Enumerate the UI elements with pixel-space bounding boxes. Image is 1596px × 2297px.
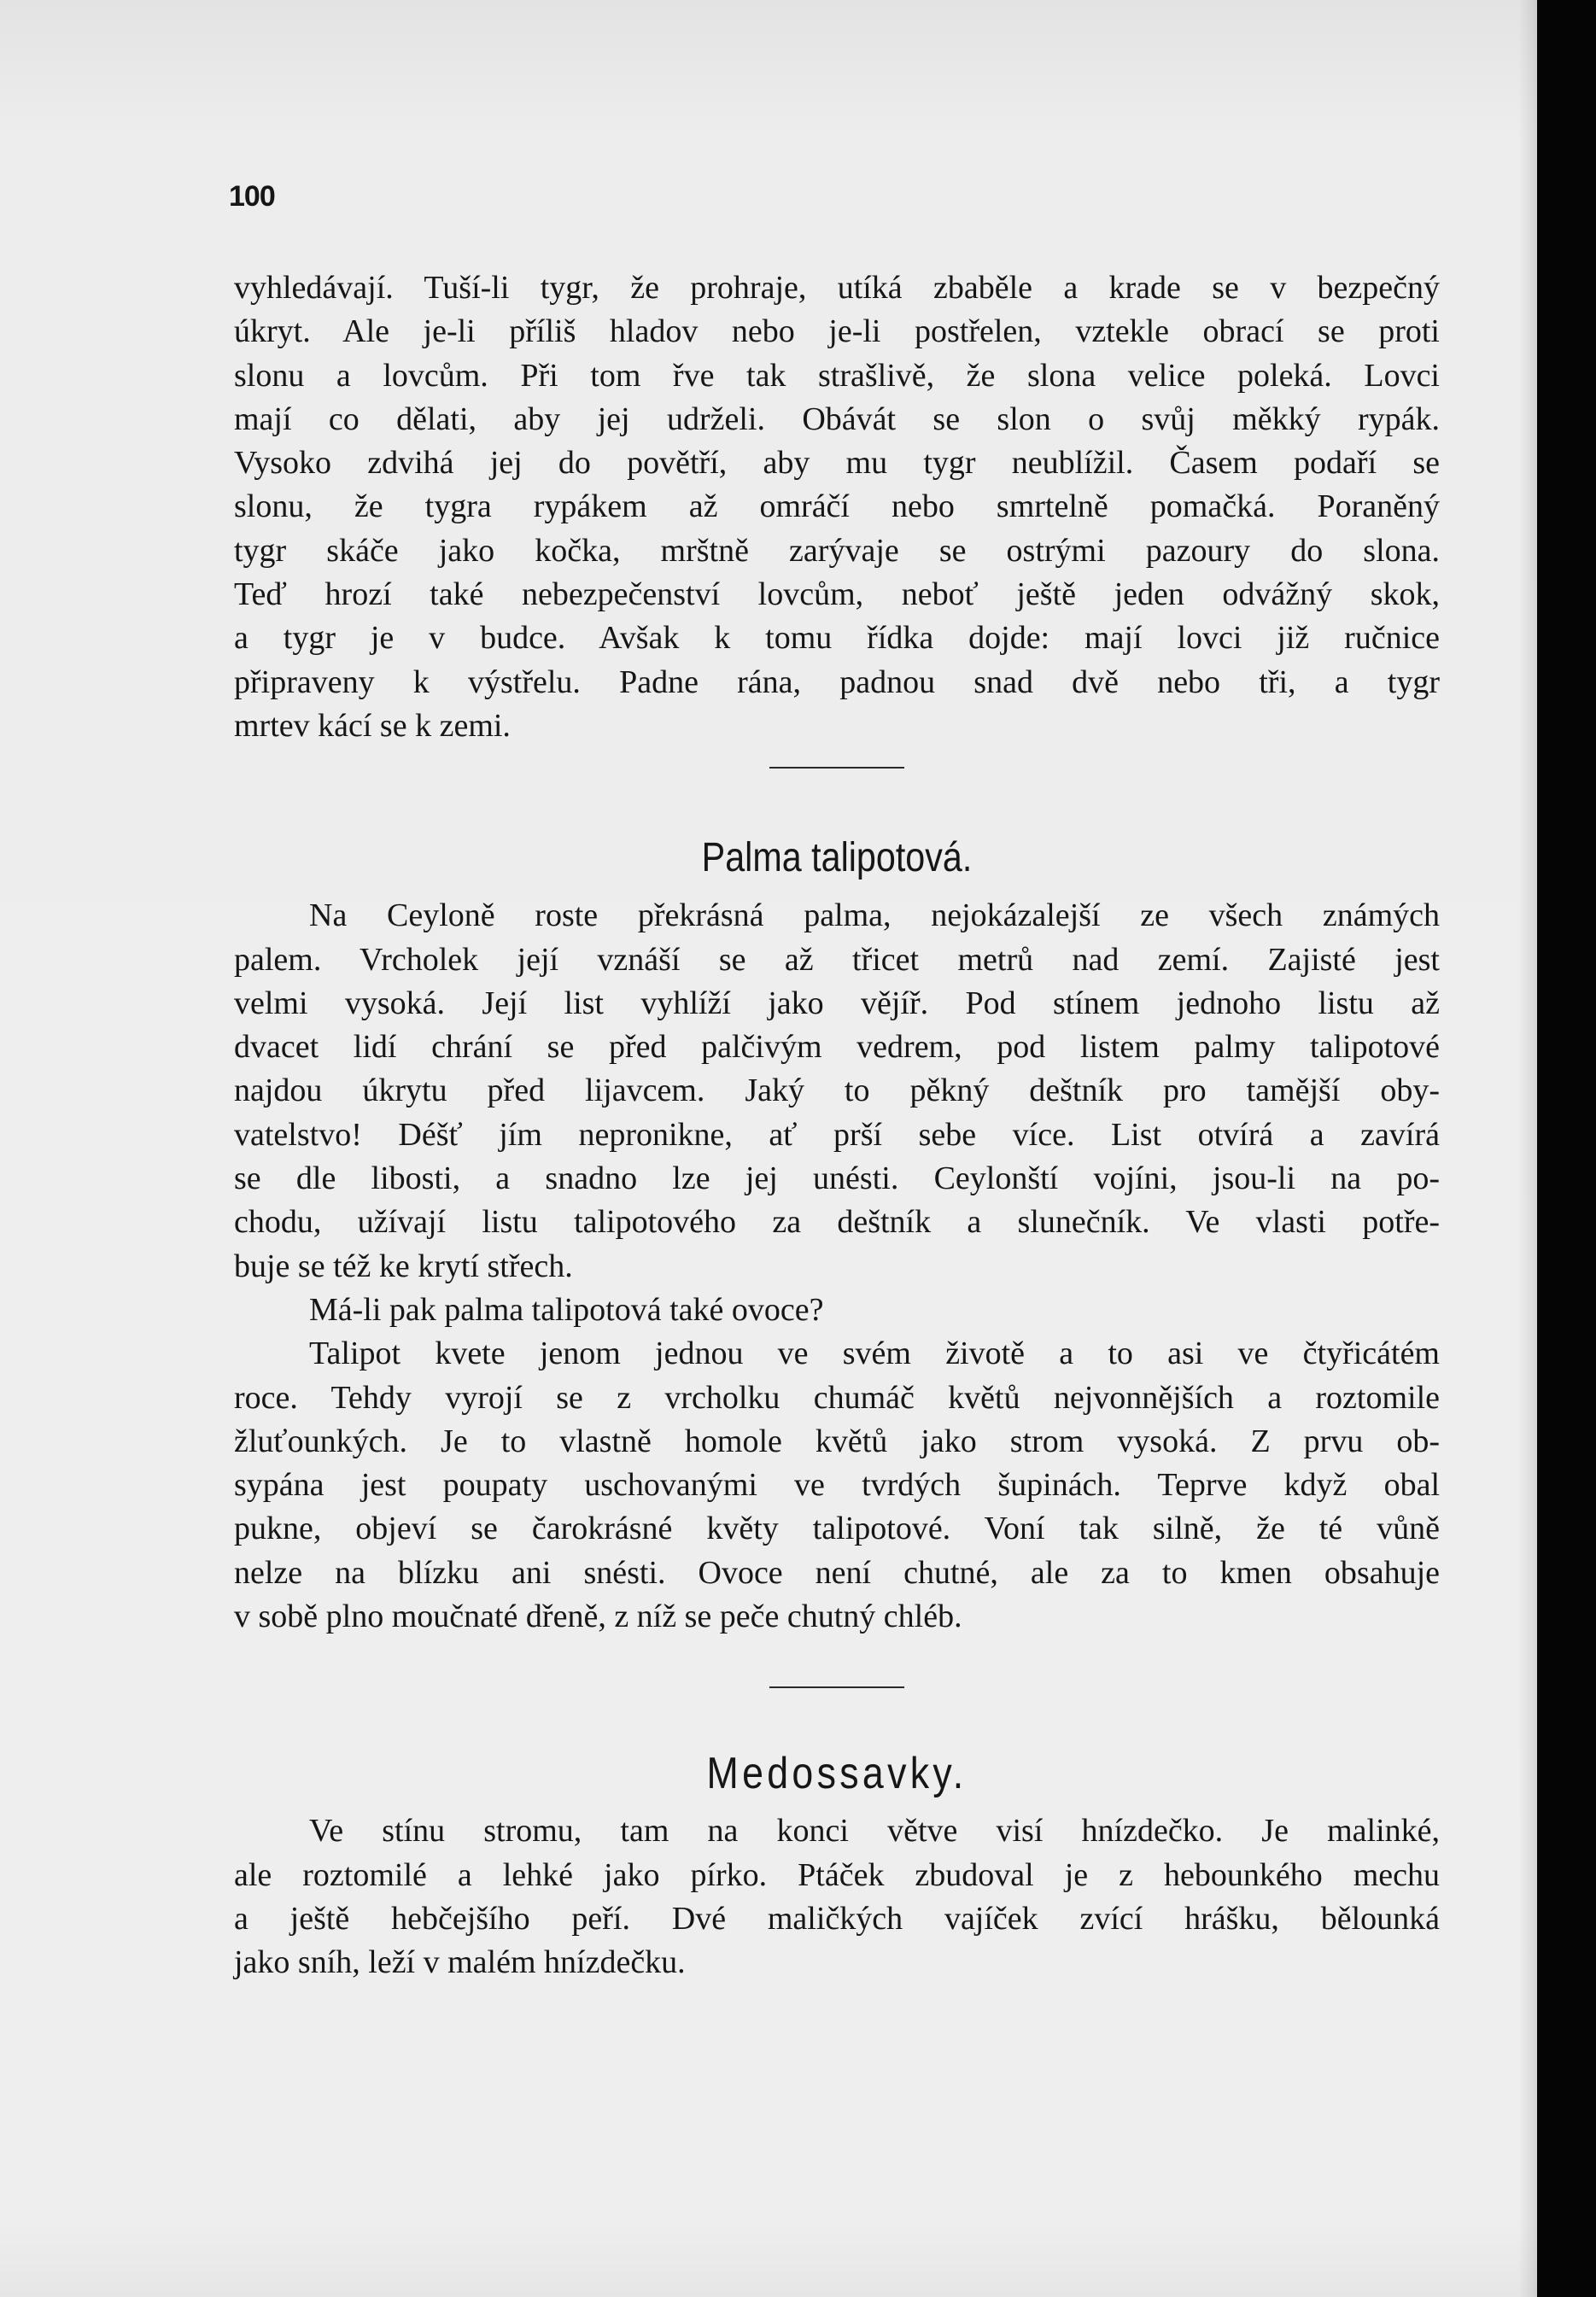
text-line: Talipot kvete jenom jednou ve svém životě a to asi ve čtyřicátém [309, 1336, 1440, 1372]
text-line: slonu a lovcům. Při tom řve tak strašlivě, že slona velice poleká. Lovci [234, 357, 1440, 394]
text-line: Ve stínu stromu, tam na konci větve visí hnízdečko. Je malinké, [309, 1813, 1440, 1850]
scan-border [1537, 0, 1596, 2297]
text-line: chodu, užívají listu talipotového za deštník a slunečník. Ve vlasti potře- [234, 1204, 1440, 1241]
text-line: dvacet lidí chrání se před palčivým vedrem, pod listem palmy talipotové [234, 1029, 1440, 1066]
text-line: jako sníh, leží v malém hnízdečku. [234, 1944, 686, 1981]
text-line: palem. Vrcholek její vznáší se až třicet metrů nad zemí. Zajisté jest [234, 941, 1440, 978]
page-content [234, 266, 1440, 1985]
text-line: vatelstvo! Déšť jím nepronikne, ať prší sebe více. List otvírá a zavírá [234, 1116, 1440, 1153]
text-line: Teď hrozí také nebezpečenství lovcům, neboť ještě jeden odvážný skok, [234, 576, 1440, 613]
text-line: připraveny k výstřelu. Padne rána, padnou snad dvě nebo tři, a tygr [234, 663, 1440, 700]
text-line: Vysoko zdvihá jej do povětří, aby mu tygr neublížil. Časem podaří se [234, 445, 1440, 482]
text-line: vyhledávají. Tuší-li tygr, že prohraje, utíká zbaběle a krade se v bezpečný [234, 270, 1440, 306]
medossavky-paragraph [234, 1809, 1440, 1984]
text-line: najdou úkrytu před lijavcem. Jaký to pěkný deštník pro tamější oby- [234, 1073, 1440, 1109]
text-line: roce. Tehdy vyrojí se z vrcholku chumáč květů nejvonnějších a roztomile [234, 1379, 1440, 1416]
text-line: slonu, že tygra rypákem až omráčí nebo smrtelně pomačká. Poraněný [234, 488, 1440, 525]
section-heading-medossavky: Medossavky. [706, 1749, 968, 1799]
text-line: žluťounkých. Je to vlastně homole květů jako strom vysoká. Z prvu ob- [234, 1423, 1440, 1459]
text-line: ale roztomilé a lehké jako pírko. Ptáček zbudoval je z hebounkého mechu [234, 1856, 1440, 1893]
text-line: mrtev kácí se k zemi. [234, 707, 511, 744]
text-line: úkryt. Ale je-li příliš hladov nebo je-li postřelen, vztekle obrací se proti [234, 313, 1440, 350]
text-line: sypána jest poupaty uschovanými ve tvrdých šupinách. Teprve když obal [234, 1467, 1440, 1504]
palma-paragraphs [234, 894, 1440, 1639]
text-line: Má-li pak palma talipotová také ovoce? [309, 1291, 824, 1328]
text-line: pukne, objeví se čarokrásné květy talipotové. Voní tak silně, že té vůně [234, 1511, 1440, 1547]
tiger-paragraph [234, 266, 1440, 748]
page-edge-shadow [1518, 0, 1537, 2297]
section-heading-palma: Palma talipotová. [701, 835, 973, 881]
section-divider [769, 1686, 904, 1688]
text-line: tygr skáče jako kočka, mrštně zarývaje se ostrými pazoury do slona. [234, 532, 1440, 569]
text-line: mají co dělati, aby jej udrželi. Obávát se slon o svůj měkký rypák. [234, 400, 1440, 437]
text-line: nelze na blízku ani snésti. Ovoce není chutné, ale za to kmen obsahuje [234, 1554, 1440, 1591]
text-line: Na Ceyloně roste překrásná palma, nejokázalejší ze všech známých [309, 897, 1440, 934]
section-divider [769, 767, 904, 769]
text-line: a tygr je v budce. Avšak k tomu řídka dojde: mají lovci již ručnice [234, 620, 1440, 657]
text-line: v sobě plno moučnaté dřeně, z níž se peče chutný chléb. [234, 1599, 962, 1635]
text-line: velmi vysoká. Její list vyhlíží jako vějíř. Pod stínem jednoho listu až [234, 985, 1440, 1021]
page-number: 100 [229, 180, 275, 213]
text-line: se dle libosti, a snadno lze jej unésti. Ceylonští vojíni, jsou-li na po- [234, 1160, 1440, 1197]
text-line: a ještě hebčejšího peří. Dvé maličkých vajíček zvící hrášku, bělounká [234, 1900, 1440, 1937]
text-line: buje se též ke krytí střech. [234, 1248, 573, 1284]
